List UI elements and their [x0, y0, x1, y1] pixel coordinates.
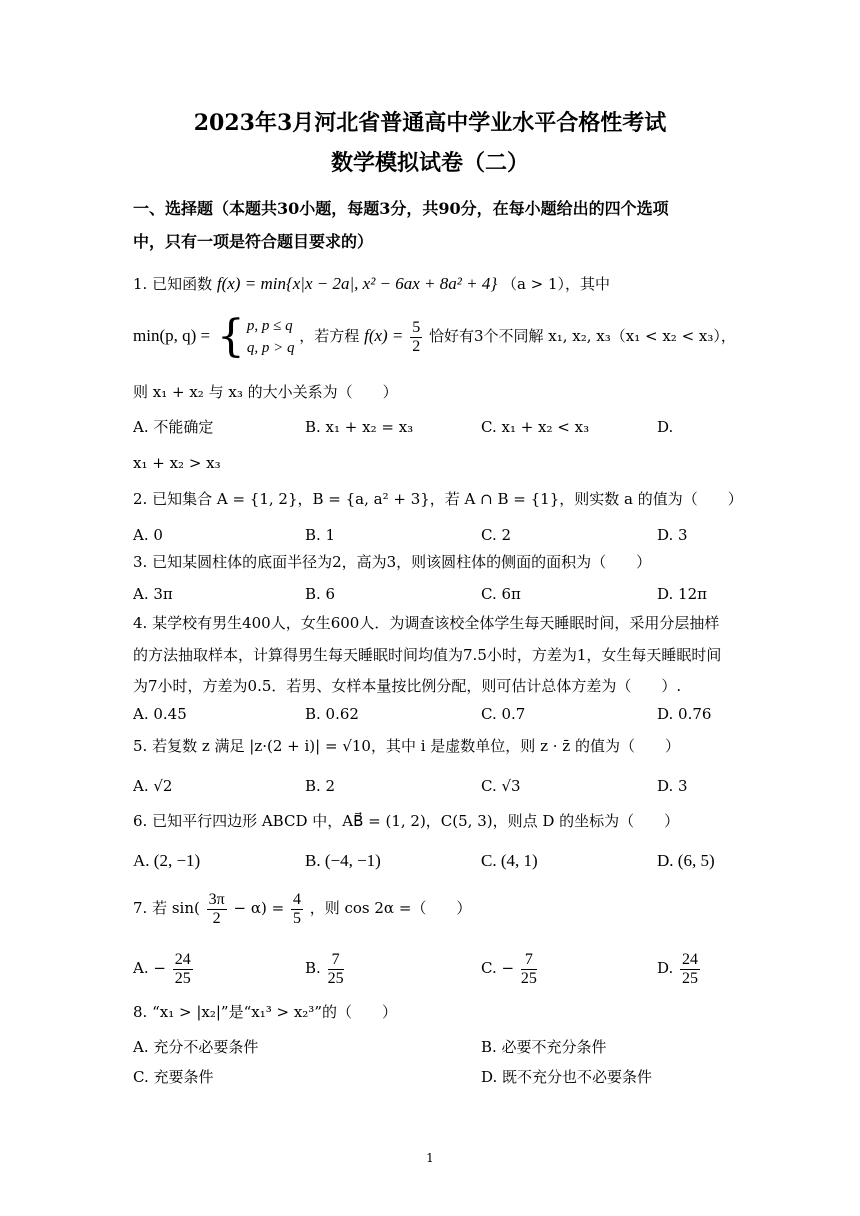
q4-option-d: D. 0.76 [657, 705, 712, 723]
q8-option-a: A. 充分不必要条件 [133, 1038, 259, 1056]
q1-prefix: 1. 已知函数 [133, 275, 213, 293]
question-4-line3: 为7小时，方差为0.5．若男、女样本量按比例分配，则可估计总体方差为（ ）. [133, 677, 682, 695]
q7-value-fraction: $\frac{4}{5}$ [292, 890, 301, 927]
question-2-stem: 2. 已知集合 A = {1, 2}，B = {a, a² + 3}，若 A ∩ B = {1}，则实数 a 的值为（ ） [133, 490, 743, 508]
q8-option-c: C. 充要条件 [133, 1068, 214, 1086]
q1-equation: f(x) = [364, 326, 404, 345]
question-6-stem: 6. 已知平行四边形 ABCD 中，AB⃗ = (1, 2)，C(5, 3)，则点 D 的坐标为（ ） [133, 812, 680, 830]
question-5-stem: 5. 若复数 z 满足 |z·(2 + i)| = √10，其中 i 是虚数单位，则 z · z̄ 的值为（ ） [133, 737, 680, 755]
q3-option-d: D. 12π [657, 585, 707, 603]
question-8-stem: 8. “x₁ > |x₂|”是“x₁³ > x₂³”的（ ） [133, 1003, 397, 1021]
q7-suffix: ，则 cos 2α =（ ） [309, 899, 472, 917]
q7-prefix: 7. 若 sin( [133, 899, 200, 917]
page-number: 1 [426, 1151, 434, 1165]
q1-mid-text: ，若方程 [299, 327, 360, 345]
q4-option-b: B. 0.62 [305, 705, 359, 723]
q1-function-def: f(x) = min{x|x − 2a|, x² − 6ax + 8a² + 4} [216, 274, 498, 293]
q1-min-def: min(p, q) = [133, 326, 211, 345]
brace-symbol: { [216, 311, 245, 362]
q6-option-d: D. (6, 5) [657, 851, 715, 870]
question-1-line2 [133, 311, 736, 362]
q7-mid: − α) = [233, 899, 285, 917]
q8-option-b: B. 必要不充分条件 [481, 1038, 607, 1056]
question-4-line2: 的方法抽取样本，计算得男生每天睡眠时间均值为7.5小时，方差为1，女生每天睡眠时间 [133, 646, 722, 664]
q1-solutions: 恰好有3个不同解 x₁, x₂, x₃（x₁ < x₂ < x₃）， [428, 327, 736, 345]
question-1-line3: 则 x₁ + x₂ 与 x₃ 的大小关系为（ ） [133, 383, 398, 401]
q3-option-b: B. 6 [305, 585, 336, 603]
q5-option-b: B. 2 [305, 777, 336, 795]
q7-option-c: C. − $\frac{7}{25}$ [481, 950, 537, 987]
q5-option-d: D. 3 [657, 777, 688, 795]
q2-option-a: A. 0 [133, 526, 163, 544]
exam-subtitle: 数学模拟试卷（二） [330, 150, 529, 176]
q7-angle-fraction: $\frac{3\pi}{2}$ [208, 890, 225, 927]
q7-option-b: B. $\frac{7}{25}$ [305, 950, 344, 987]
q8-option-d: D. 既不充分也不必要条件 [481, 1068, 653, 1086]
section-heading-line1: 一、选择题（本题共30小题，每题3分，共90分，在每小题给出的四个选项 [133, 199, 669, 218]
section-heading-line2: 中，只有一项是符合题目要求的） [133, 232, 374, 251]
q1-fraction: $\frac{5}{2}$ [412, 318, 421, 355]
question-1-line1 [133, 273, 610, 295]
q1-option-a: A. 不能确定 [133, 418, 214, 436]
q1-piecewise [215, 311, 295, 362]
q1-option-c: C. x₁ + x₂ < x₃ [481, 418, 590, 436]
q5-option-c: C. √3 [481, 777, 521, 795]
q1-case-2: q, p > q [246, 340, 295, 356]
q2-option-b: B. 1 [305, 526, 336, 544]
q7-option-a: A. − $\frac{24}{25}$ [133, 950, 191, 987]
q1-option-d-label: D. [657, 418, 674, 436]
q3-option-a: A. 3π [133, 585, 173, 603]
question-3-stem: 3. 已知某圆柱体的底面半径为2，高为3，则该圆柱体的侧面的面积为（ ） [133, 553, 652, 571]
q6-option-c: C. (4, 1) [481, 851, 538, 870]
q2-option-c: C. 2 [481, 526, 512, 544]
q1-case-1: p, p ≤ q [246, 318, 293, 334]
exam-title: 2023年3月河北省普通高中学业水平合格性考试 [193, 110, 667, 136]
q6-option-b: B. (−4, −1) [305, 851, 381, 870]
q2-option-d: D. 3 [657, 526, 688, 544]
q1-option-d: x₁ + x₂ > x₃ [133, 454, 221, 472]
q4-option-c: C. 0.7 [481, 705, 526, 723]
q5-option-a: A. √2 [133, 777, 173, 795]
q7-option-d: D. $\frac{24}{25}$ [657, 950, 699, 987]
q1-condition: （a > 1），其中 [501, 275, 611, 293]
q3-option-c: C. 6π [481, 585, 521, 603]
question-4-line1: 4. 某学校有男生400人，女生600人．为调查该校全体学生每天睡眠时间，采用分层抽样 [133, 614, 720, 632]
q4-option-a: A. 0.45 [133, 705, 187, 723]
q1-option-b: B. x₁ + x₂ = x₃ [305, 418, 414, 436]
question-7-stem [133, 886, 471, 930]
q6-option-a: A. (2, −1) [133, 851, 201, 870]
